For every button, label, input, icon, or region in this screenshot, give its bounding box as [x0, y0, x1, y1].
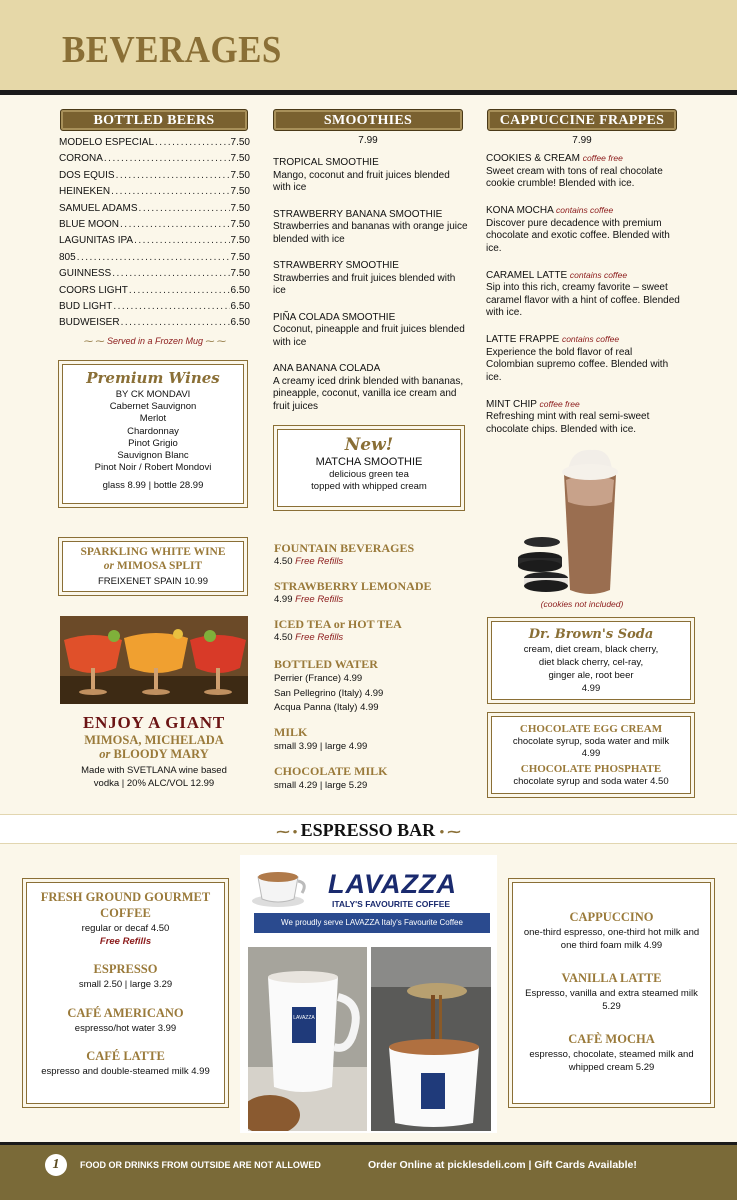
smoothie-list — [273, 157, 468, 427]
frappe-item — [486, 269, 682, 320]
dr-browns-price: 4.99 — [581, 683, 601, 694]
espresso-name: CAFÈ MOCHA — [568, 1032, 655, 1046]
beer-price: 7.50 — [230, 268, 250, 280]
frappe-tag: coffee free — [539, 398, 580, 409]
fountain-price: 4.50 — [274, 556, 293, 567]
frozen-mug-note: ⁓ ⁓ Served in a Frozen Mug ⁓ ⁓ — [83, 336, 227, 346]
frappe-item — [486, 204, 682, 255]
frappe-name: MINT CHIP — [486, 398, 537, 410]
lavazza-logo: LAVAZZA — [328, 869, 457, 899]
bottled-water-block — [274, 657, 469, 716]
cocktail-photo — [60, 616, 248, 704]
espresso-name: ESPRESSO — [93, 962, 158, 976]
beer-name: DOS EQUIS — [59, 169, 115, 181]
cookies-note: (cookies not included) — [540, 599, 624, 609]
smoothie-item — [273, 312, 468, 350]
espresso-item — [519, 970, 704, 1013]
chocolate-milk-price: small 4.29 | large 5.29 — [274, 780, 368, 791]
giant-desc1: Made with SVETLANA wine based — [81, 765, 227, 776]
dr-browns-box — [487, 617, 695, 704]
fountain-price-row — [274, 555, 469, 569]
dot-leader — [116, 170, 230, 183]
frappes-heading: CAPPUCCINE FRAPPES — [487, 109, 677, 131]
frappe-name-row — [486, 152, 682, 166]
smoothie-name: PIÑA COLADA SMOOTHIE — [273, 311, 396, 323]
divider-flourish-icon: ⁓ ⁓ — [205, 336, 227, 346]
smoothie-name: TROPICAL SMOOTHIE — [273, 157, 379, 168]
beer-price: 7.50 — [230, 137, 250, 148]
smoothie-desc: A creamy iced drink blended with bananas, pineapple, coconut, vanilla ice cream and fruit juices — [273, 375, 464, 412]
water-item: San Pellegrino (Italy) 4.99 — [274, 687, 384, 699]
giant-drinks-block — [58, 713, 250, 790]
beer-row — [59, 170, 250, 186]
espresso-item — [35, 1048, 216, 1079]
dot-leader — [112, 268, 229, 281]
beer-row — [59, 317, 250, 333]
espresso-name: CAFÉ LATTE — [86, 1049, 165, 1063]
smoothie-desc: Strawberries and fruit juices blended with ice — [273, 272, 456, 296]
free-refills-note: Free Refills — [295, 594, 344, 605]
espresso-desc: espresso and double-steamed milk 4.99 — [41, 1066, 210, 1077]
frappes-price: 7.99 — [572, 135, 592, 146]
frappe-tag: contains coffee — [561, 334, 620, 344]
frappe-list — [486, 152, 682, 450]
beer-row — [59, 153, 250, 169]
smoothies-price: 7.99 — [358, 135, 378, 146]
dot-leader — [155, 137, 230, 150]
water-list — [274, 672, 469, 716]
frappe-name: LATTE FRAPPE — [486, 334, 560, 345]
espresso-desc: Espresso, vanilla and extra steamed milk 5.29 — [525, 988, 698, 1012]
beer-row — [59, 186, 250, 202]
espresso-right-list — [519, 909, 704, 1074]
beer-row — [59, 252, 250, 268]
frappe-photo — [510, 440, 650, 600]
egg-cream-box — [487, 712, 695, 798]
dot-leader — [104, 153, 230, 166]
espresso-desc: small 2.50 | large 3.29 — [78, 979, 173, 990]
lavazza-mug-icon — [248, 947, 367, 1131]
beer-price: 7.50 — [230, 235, 250, 247]
chocolate-milk-block — [274, 764, 469, 794]
fountain-name: STRAWBERRY LEMONADE — [274, 579, 432, 593]
espresso-bar-banner — [0, 814, 737, 844]
smoothie-name: STRAWBERRY SMOOTHIE — [273, 260, 399, 271]
frappe-item — [486, 398, 682, 437]
beer-price: 6.50 — [230, 317, 250, 329]
matcha-desc2: topped with whipped cream — [311, 481, 427, 492]
fountain-price: 4.99 — [274, 594, 293, 605]
frappe-tag: contains coffee — [556, 205, 614, 215]
espresso-item — [35, 1005, 216, 1036]
lavazza-banner: We proudly serve LAVAZZA Italy's Favourite Coffee — [254, 913, 490, 933]
beer-row — [59, 219, 250, 235]
fountain-name: ICED TEA or HOT TEA — [274, 617, 402, 631]
beer-name: MODELO ESPECIAL — [59, 137, 155, 148]
beer-name: BUDWEISER — [59, 317, 120, 329]
dot-leader — [139, 203, 230, 216]
espresso-desc: espresso/hot water 3.99 — [74, 1022, 177, 1034]
premium-wines-title: Premium Wines — [86, 369, 220, 387]
page-title: BEVERAGES — [62, 29, 282, 71]
bottled-beers-heading: BOTTLED BEERS — [60, 109, 248, 131]
lavazza-mug-label: LAVAZZA — [293, 1015, 315, 1021]
beer-name: GUINNESS — [59, 268, 112, 280]
wines-brand: BY CK MONDAVI — [115, 389, 191, 400]
wine-varietals — [59, 401, 247, 474]
espresso-left-list — [35, 889, 216, 1079]
sparkling-box — [58, 537, 248, 596]
frappe-name: COOKIES & CREAM — [486, 153, 580, 164]
beer-row — [59, 301, 250, 317]
frappe-name-row — [486, 398, 682, 412]
beer-price: 7.50 — [230, 153, 250, 165]
beer-name: CORONA — [59, 153, 103, 165]
frappe-desc: Sweet cream with tons of real chocolate cookie crumble! Blended with ice. — [486, 165, 663, 189]
cocktail-glasses-icon — [60, 616, 248, 704]
wine-varietal: Pinot Noir / Robert Mondovi — [94, 462, 212, 474]
header — [0, 0, 737, 90]
wine-varietal: Pinot Grigio — [128, 437, 178, 449]
outside-food-notice: FOOD OR DRINKS FROM OUTSIDE ARE NOT ALLOWED — [80, 1160, 321, 1170]
smoothie-item — [273, 260, 468, 298]
espresso-item — [519, 1031, 704, 1074]
smoothie-desc: Strawberries and bananas with orange juice blended with ice — [273, 221, 468, 245]
dot-leader — [134, 235, 229, 248]
fountain-name: FOUNTAIN BEVERAGES — [274, 541, 415, 555]
beer-price: 7.50 — [230, 186, 250, 198]
giant-line2: or BLOODY MARY — [99, 747, 209, 761]
footer — [0, 1142, 737, 1200]
beer-name: 805 — [59, 251, 76, 263]
beer-price: 7.50 — [230, 202, 250, 214]
beer-row — [59, 285, 250, 301]
beer-list — [59, 137, 250, 334]
espresso-desc: regular or decaf 4.50 — [81, 923, 170, 934]
espresso-desc: espresso, chocolate, steamed milk and whipped cream 5.29 — [529, 1049, 694, 1073]
new-badge: New! — [344, 435, 394, 455]
milk-block — [274, 725, 469, 755]
espresso-item — [519, 909, 704, 952]
dr-browns-line3: ginger ale, root beer — [548, 670, 634, 681]
frappe-tag: coffee free — [582, 153, 623, 163]
espresso-bar-heading: ⁓ • ESPRESSO BAR • ⁓ — [276, 820, 461, 840]
frappe-desc: Sip into this rich, creamy favorite – sweet caramel flavor with a hint of coffee. Blended with ice. — [486, 282, 680, 318]
beer-price: 6.50 — [230, 300, 250, 312]
espresso-name: CAPPUCCINO — [569, 910, 654, 924]
espresso-pour-photo — [371, 947, 491, 1131]
milk-title: MILK — [274, 725, 308, 739]
dot-leader — [111, 186, 229, 199]
free-refills-note: Free Refills — [295, 632, 344, 643]
giant-line1: MIMOSA, MICHELADA — [84, 733, 224, 747]
phosphate-title: CHOCOLATE PHOSPHATE — [520, 763, 662, 775]
sparkling-price: FREIXENET SPAIN 10.99 — [98, 576, 208, 587]
smoothie-name: STRAWBERRY BANANA SMOOTHIE — [273, 208, 443, 220]
dr-browns-line1: cream, diet cream, black cherry, — [523, 644, 659, 655]
smoothie-item — [273, 363, 468, 413]
beer-price: 6.50 — [230, 284, 250, 296]
espresso-desc: one-third espresso, one-third hot milk and one third foam milk 4.99 — [523, 927, 700, 951]
lavazza-tagline: ITALY'S FAVOURITE COFFEE — [332, 899, 451, 909]
divider-flourish-icon: ⁓ ⁓ — [83, 336, 105, 346]
smoothie-item — [273, 209, 468, 247]
smoothie-desc: Mango, coconut and fruit juices blended with ice — [273, 169, 450, 193]
free-refills-note: Free Refills — [295, 556, 344, 567]
fountain-price-row — [274, 631, 469, 645]
dot-leader — [129, 285, 230, 298]
premium-wines-box — [58, 360, 248, 508]
beer-name: BUD LIGHT — [59, 300, 113, 312]
espresso-name: FRESH GROUND GOURMET COFFEE — [40, 890, 211, 920]
smoothie-item — [273, 157, 468, 195]
espresso-machine-icon — [371, 947, 491, 1131]
fountain-item — [274, 617, 469, 645]
smoothie-desc: Coconut, pineapple and fruit juices blended with ice — [273, 324, 465, 348]
espresso-name: CAFÉ AMERICANO — [67, 1005, 184, 1020]
espresso-item — [35, 889, 216, 948]
bottled-water-title: BOTTLED WATER — [274, 657, 378, 671]
beer-row — [59, 137, 250, 153]
dr-browns-title: Dr. Brown's Soda — [528, 627, 654, 642]
dot-leader — [113, 301, 229, 314]
frappe-tag: contains coffee — [569, 269, 628, 280]
dot-leader — [77, 252, 230, 265]
beer-name: BLUE MOON — [59, 218, 120, 230]
dot-leader — [121, 317, 230, 330]
dot-leader — [120, 219, 230, 232]
beer-name: LAGUNITAS IPA — [59, 235, 134, 247]
lavazza-cup-photo — [248, 947, 367, 1131]
water-item: Acqua Panna (Italy) 4.99 — [274, 702, 379, 713]
sparkling-subtitle: or MIMOSA SPLIT — [103, 560, 203, 572]
fountain-item — [274, 541, 469, 569]
wine-varietal: Merlot — [139, 413, 167, 425]
wine-varietal: Sauvignon Blanc — [117, 450, 189, 462]
matcha-name: MATCHA SMOOTHIE — [315, 456, 423, 468]
header-rule — [0, 90, 737, 95]
smoothies-heading: SMOOTHIES — [273, 109, 463, 131]
espresso-item — [35, 961, 216, 992]
lavazza-panel — [240, 855, 497, 1133]
espresso-name: VANILLA LATTE — [561, 971, 662, 985]
matcha-desc1: delicious green tea — [329, 469, 409, 480]
frappe-item — [486, 152, 682, 191]
egg-cream-title: CHOCOLATE EGG CREAM — [519, 723, 663, 735]
page-number: 1 — [45, 1154, 67, 1176]
fountain-item — [274, 579, 469, 607]
phosphate-desc: chocolate syrup and soda water 4.50 — [513, 776, 669, 787]
beer-name: HEINEKEN — [59, 186, 111, 198]
beer-price: 7.50 — [230, 169, 250, 181]
divider-flourish-icon: ⁓ • — [276, 824, 301, 839]
frappe-name-row — [486, 204, 682, 218]
beer-price: 7.50 — [230, 218, 250, 230]
frappe-name-row — [486, 269, 682, 283]
coffee-cup-icon — [248, 861, 308, 911]
fountain-price-row — [274, 593, 469, 607]
beer-name: COORS LIGHT — [59, 284, 128, 296]
water-item: Perrier (France) 4.99 — [274, 673, 363, 684]
dr-browns-line2: diet black cherry, cel-ray, — [538, 657, 644, 668]
beer-price: 7.50 — [230, 251, 250, 263]
beer-name: SAMUEL ADAMS — [59, 202, 138, 214]
divider-flourish-icon: • ⁓ — [439, 824, 461, 839]
wine-varietal: Cabernet Sauvignon — [109, 401, 197, 413]
espresso-right-box — [508, 878, 715, 1108]
smoothie-name: ANA BANANA COLADA — [273, 363, 381, 374]
fountain-list — [274, 541, 469, 655]
frappe-desc: Experience the bold flavor of real Colombian supremo coffee. Blended with ice. — [486, 346, 669, 383]
beer-row — [59, 268, 250, 284]
frappe-desc: Discover pure decadence with premium chocolate and exotic coffee. Blended with ice. — [486, 217, 670, 254]
beer-row — [59, 203, 250, 219]
egg-cream-desc: chocolate syrup, soda water and milk — [512, 736, 670, 747]
order-online-link[interactable]: Order Online at picklesdeli.com | Gift Cards Available! — [368, 1159, 637, 1171]
free-refills-note: Free Refills — [99, 935, 152, 947]
sparkling-title: SPARKLING WHITE WINE — [80, 546, 226, 558]
frappe-desc: Refreshing mint with real semi-sweet chocolate chips. Blended with ice. — [486, 411, 650, 435]
frappe-name: KONA MOCHA — [486, 205, 554, 216]
espresso-left-box — [22, 878, 229, 1108]
milk-price: small 3.99 | large 4.99 — [274, 741, 368, 752]
wine-varietal: Chardonnay — [127, 425, 179, 437]
egg-cream-price: 4.99 — [581, 748, 601, 759]
giant-title: ENJOY A GIANT — [82, 713, 226, 732]
matcha-box — [273, 425, 465, 511]
chocolate-milk-title: CHOCOLATE MILK — [274, 764, 388, 778]
frappe-name: CARAMEL LATTE — [486, 269, 568, 281]
frappe-name-row — [486, 333, 682, 347]
fountain-price: 4.50 — [274, 632, 293, 643]
giant-desc2: vodka | 20% ALC/VOL 12.99 — [93, 778, 215, 789]
beer-row — [59, 235, 250, 251]
frappe-item — [486, 333, 682, 384]
wine-price: glass 8.99 | bottle 28.99 — [102, 480, 204, 492]
